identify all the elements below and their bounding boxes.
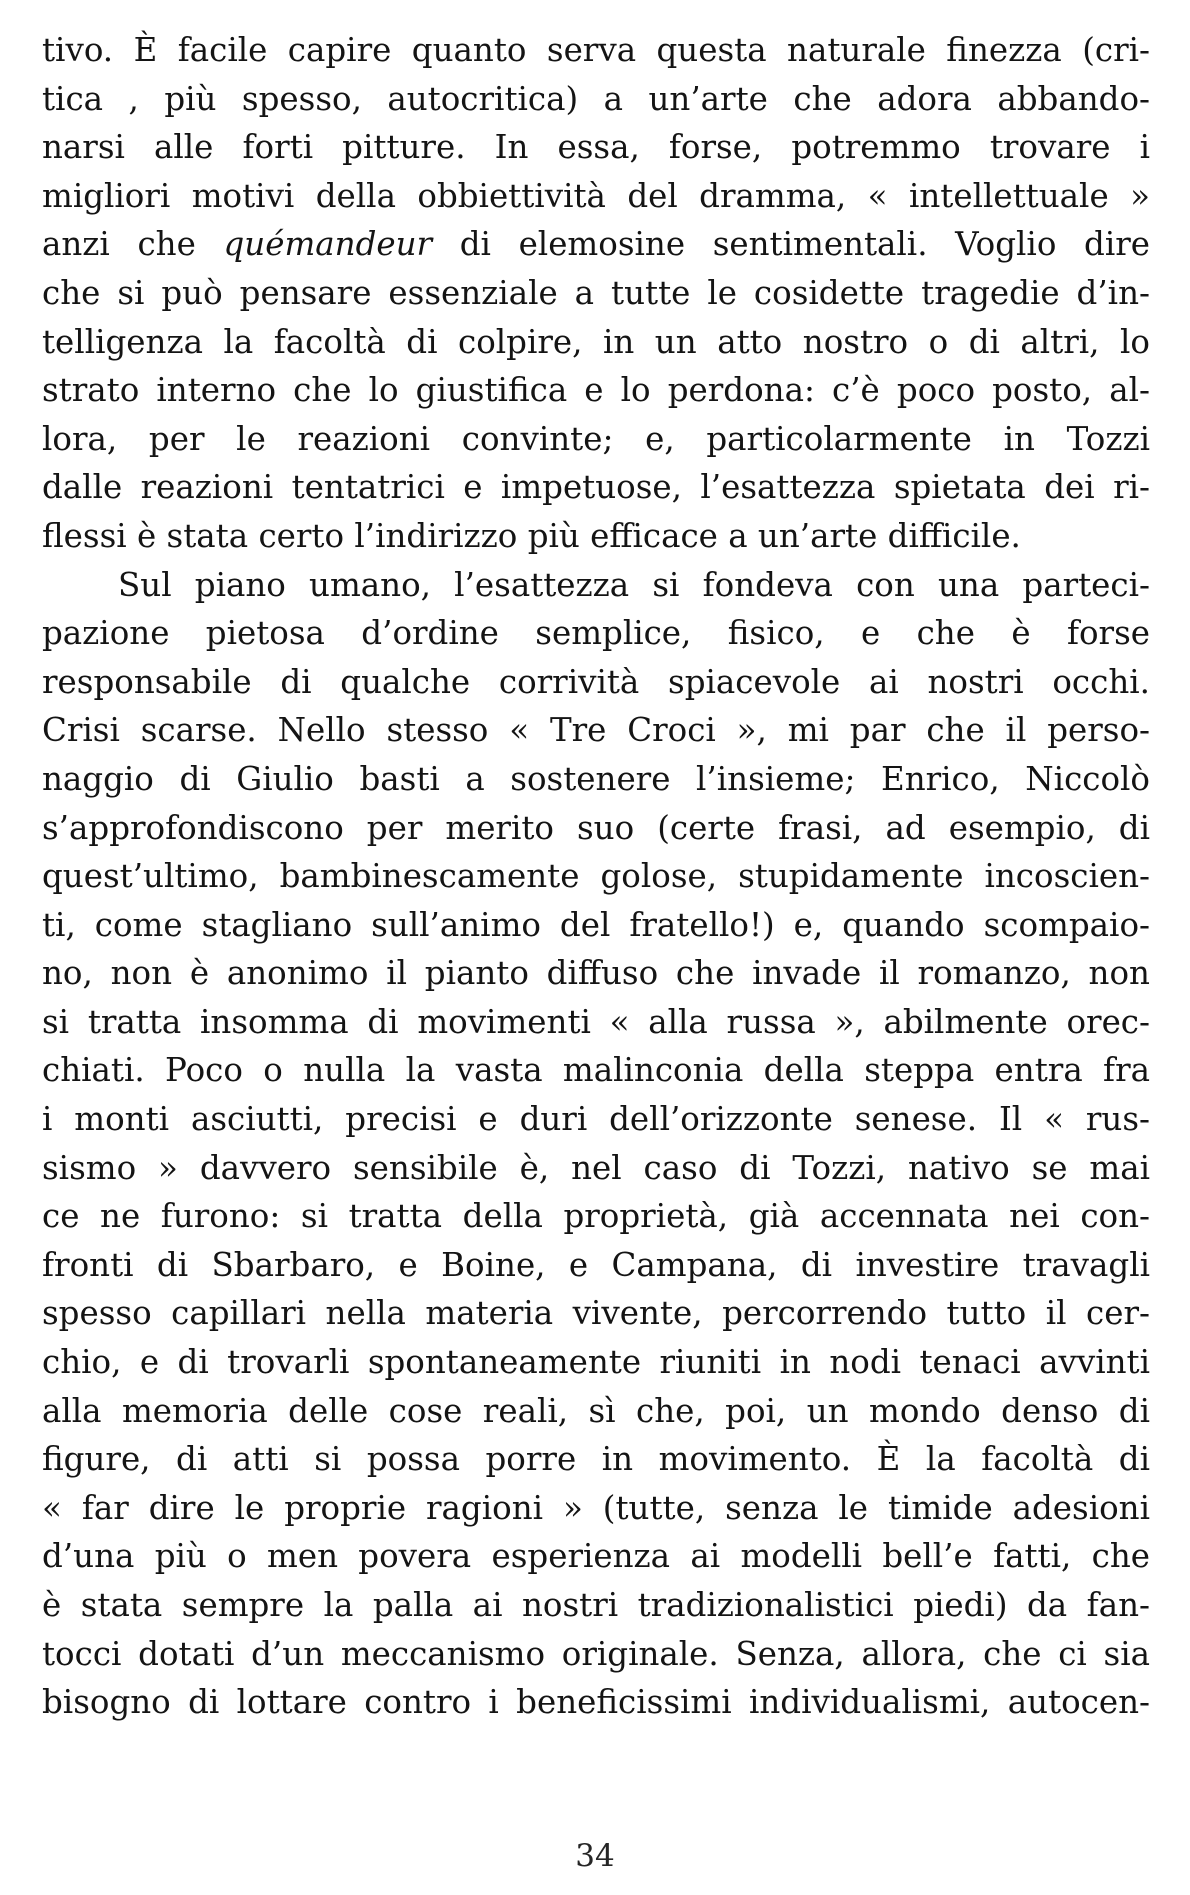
text-line: chiati. Poco o nulla la vasta malinconia della steppa entra fra [42, 1051, 1150, 1090]
text-line: telligenza la facoltà di colpire, in un atto nostro o di altri, lo [42, 322, 1150, 361]
text-line: flessi è stata certo l’indirizzo più efficace a un’arte difficile. [42, 516, 1021, 555]
text-line: chio, e di trovarli spontaneamente riuniti in nodi tenaci avvinti [42, 1343, 1150, 1382]
text-line: quest’ultimo, bambinescamente golose, stupidamente incoscien- [42, 857, 1150, 896]
text-line: migliori motivi della obbiettività del dramma, « intellettuale » [42, 176, 1150, 215]
text-line: dalle reazioni tentatrici e impetuose, l’esattezza spietata dei ri- [42, 468, 1150, 507]
text-line: che si può pensare essenziale a tutte le cosidette tragedie d’in- [42, 273, 1150, 312]
text-line: tivo. È facile capire quanto serva questa naturale finezza (cri- [42, 31, 1150, 69]
text-line: s’approfondiscono per merito suo (certe frasi, ad esempio, di [42, 808, 1150, 847]
text-line: ti, come stagliano sull’animo del fratello!) e, quando scompaio- [42, 905, 1150, 944]
text-line: ce ne furono: si tratta della proprietà, già accennata nei con- [42, 1197, 1150, 1236]
page-number: 34 [575, 1838, 615, 1874]
text-line: spesso capillari nella materia vivente, percorrendo tutto il cer- [42, 1294, 1150, 1333]
text-line: Crisi scarse. Nello stesso « Tre Croci », mi par che il perso- [42, 711, 1150, 750]
text-line: narsi alle forti pitture. In essa, forse, potremmo trovare i [42, 128, 1150, 167]
text-line: d’una più o men povera esperienza ai modelli bell’e fatti, che [42, 1537, 1150, 1576]
text-line: « far dire le proprie ragioni » (tutte, senza le timide adesioni [42, 1488, 1150, 1527]
text-line: figure, di atti si possa porre in movimento. È la facoltà di [42, 1440, 1150, 1479]
text-line: anzi che quémandeur di elemosine sentimentali. Voglio dire [42, 225, 1150, 264]
text-line: è stata sempre la palla ai nostri tradizionalistici piedi) da fan- [42, 1586, 1150, 1624]
text-line: fronti di Sbarbaro, e Boine, e Campana, di investire travagli [42, 1245, 1150, 1284]
text-line: strato interno che lo giustifica e lo perdona: c’è poco posto, al- [42, 371, 1150, 410]
text-line: bisogno di lottare contro i beneficissimi individualismi, autocen- [42, 1683, 1150, 1722]
text-line: i monti asciutti, precisi e duri dell’orizzonte senese. Il « rus- [42, 1100, 1150, 1139]
text-line: no, non è anonimo il pianto diffuso che invade il romanzo, non [42, 954, 1150, 993]
text-line: responsabile di qualche corrività spiacevole ai nostri occhi. [42, 662, 1150, 701]
text-line: tocci dotati d’un meccanismo originale. Senza, allora, che ci sia [42, 1634, 1150, 1673]
text-line: lora, per le reazioni convinte; e, particolarmente in Tozzi [42, 419, 1150, 458]
text-line: naggio di Giulio basti a sostenere l’insieme; Enrico, Niccolò [42, 759, 1150, 798]
body-text [42, 26, 1150, 1727]
text-line: si tratta insomma di movimenti « alla russa », abilmente orec- [42, 1002, 1150, 1041]
text-line: tica , più spesso, autocritica) a un’arte che adora abbando- [42, 79, 1150, 118]
text-line: alla memoria delle cose reali, sì che, poi, un mondo denso di [42, 1391, 1150, 1430]
text-line: sismo » davvero sensibile è, nel caso di Tozzi, nativo se mai [42, 1148, 1150, 1187]
text-line: pazione pietosa d’ordine semplice, fisico, e che è forse [42, 614, 1150, 653]
text-line: Sul piano umano, l’esattezza si fondeva con una parteci- [118, 565, 1150, 604]
